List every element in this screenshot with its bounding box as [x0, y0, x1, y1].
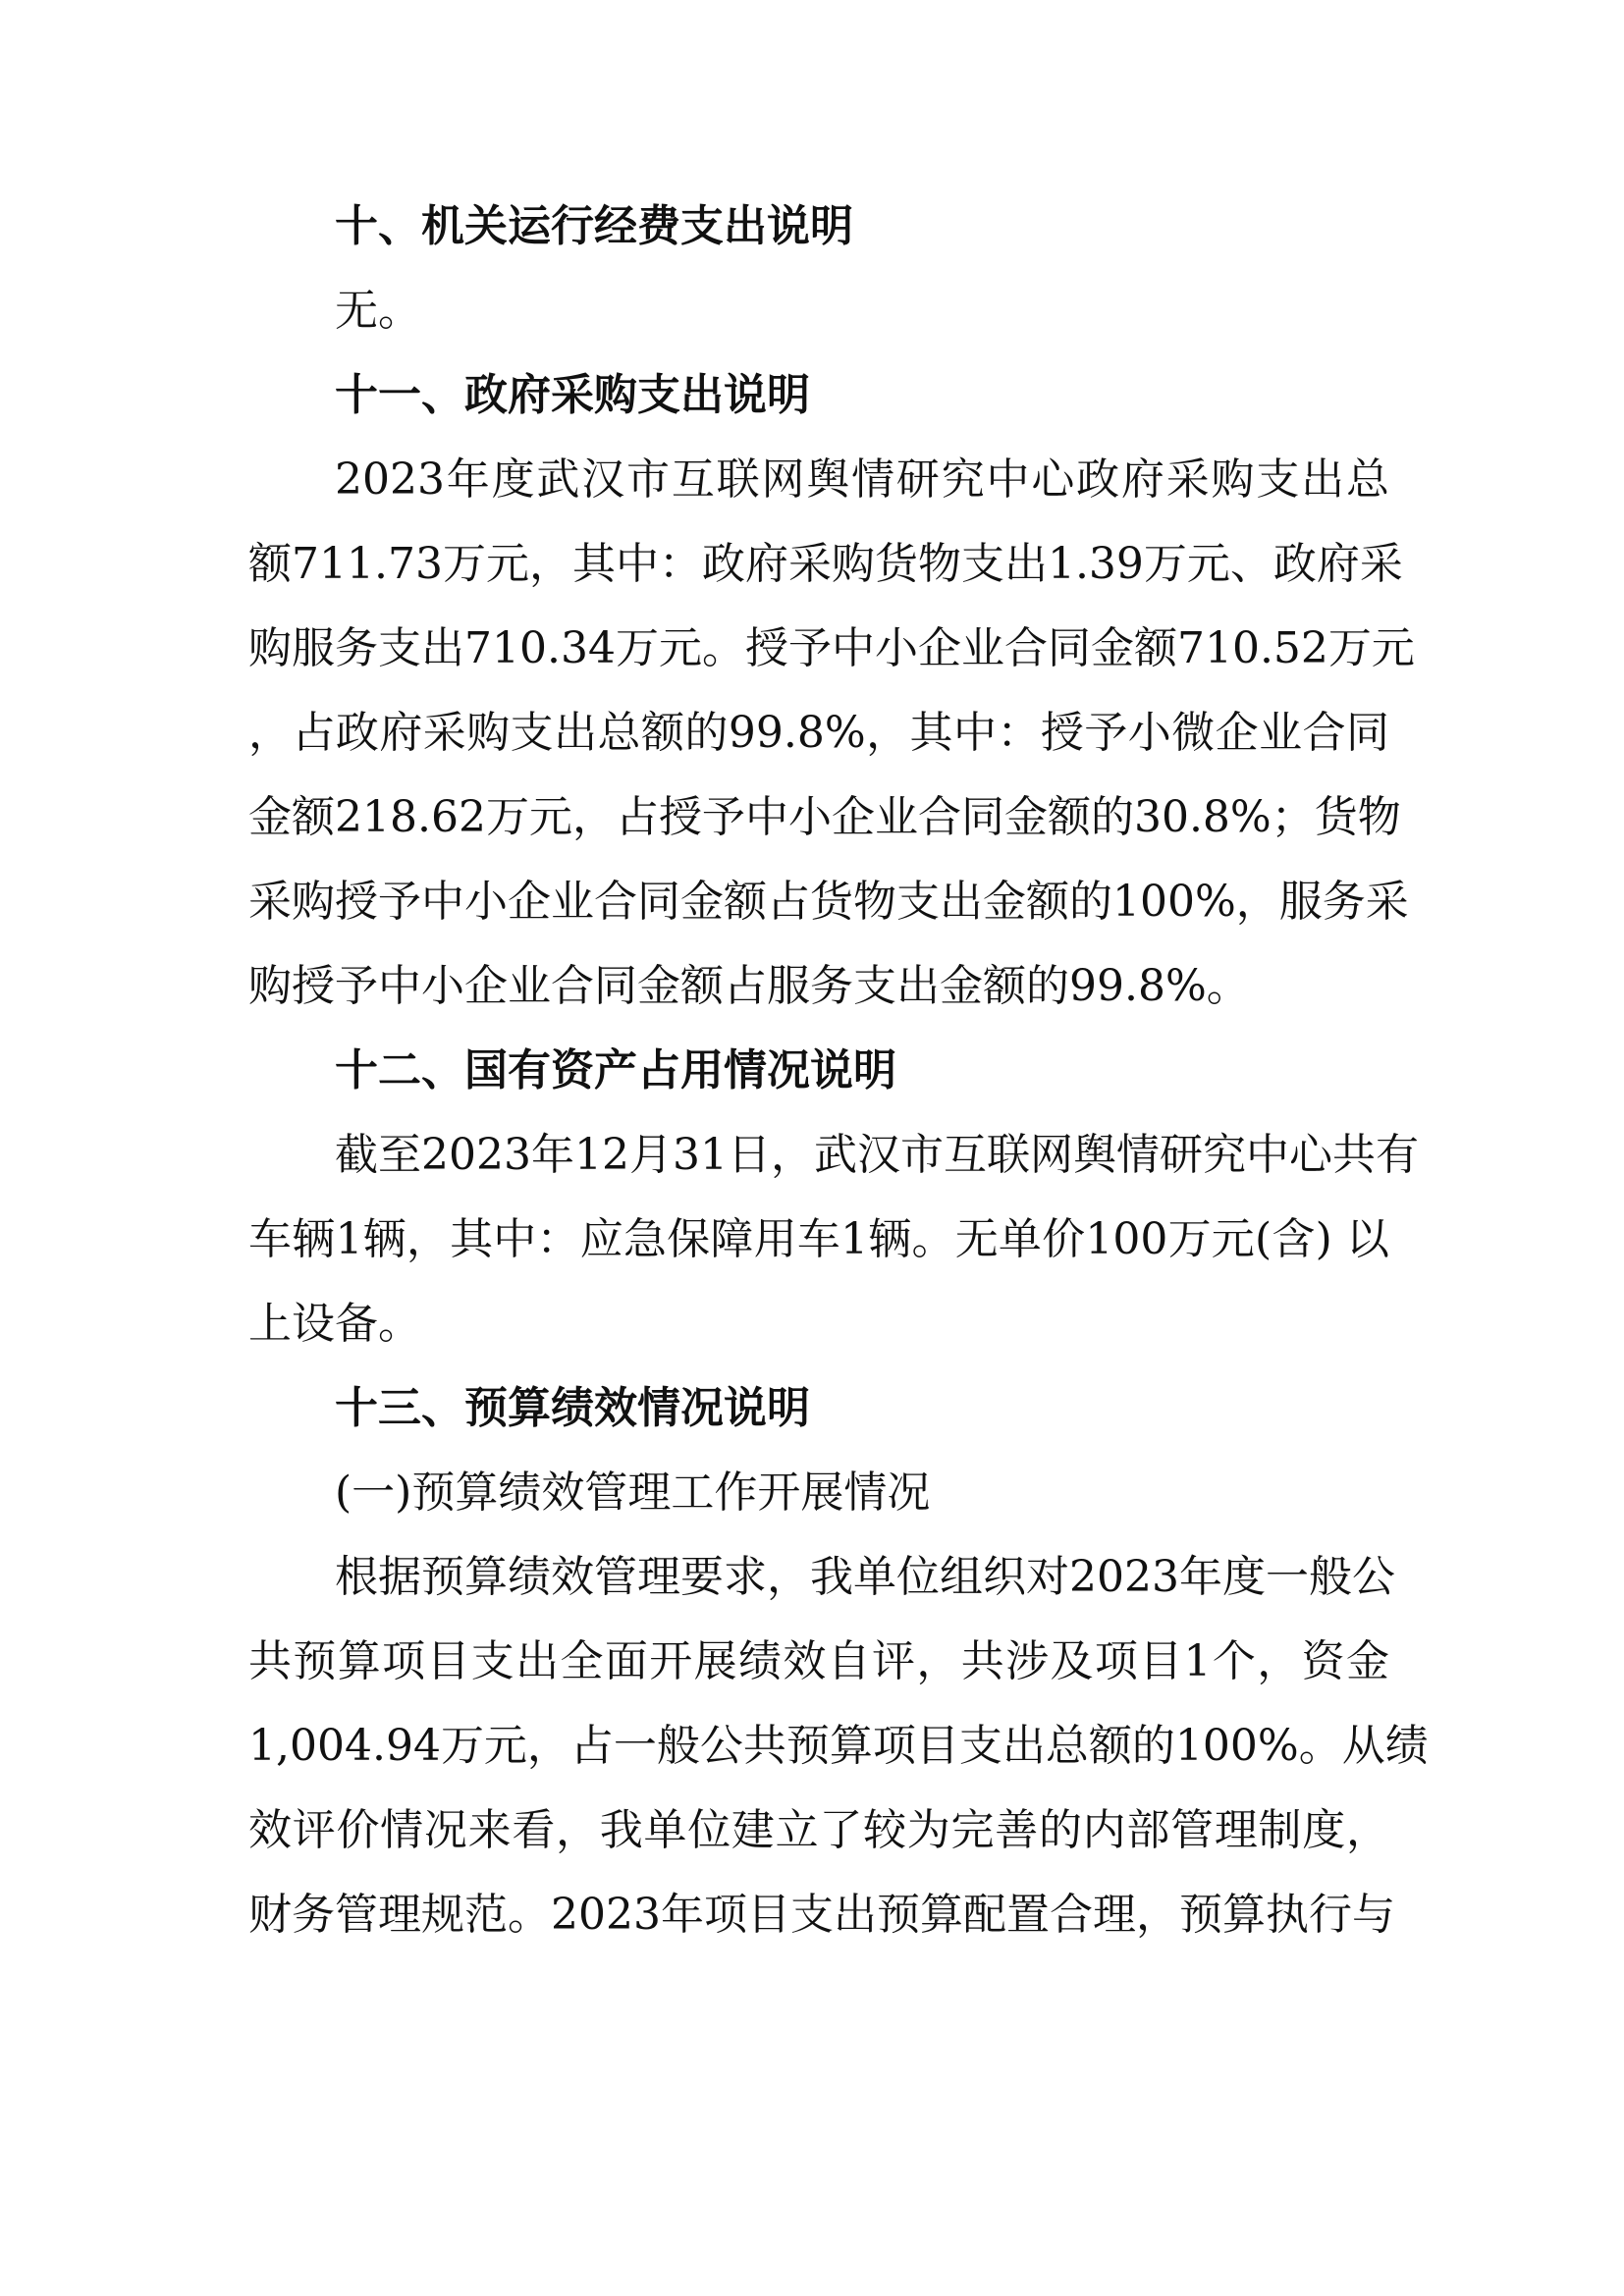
- paragraph-line: 金额218.62万元，占授予中小企业合同金额的30.8%；货物: [248, 792, 1401, 842]
- section-heading: 十一、政府采购支出说明: [335, 370, 810, 420]
- paragraph-line: 截至2023年12月31日，武汉市互联网舆情研究中心共有: [335, 1130, 1419, 1180]
- paragraph-line: 购授予中小企业合同金额占服务支出金额的99.8%。: [248, 961, 1250, 1011]
- paragraph-line: 2023年度武汉市互联网舆情研究中心政府采购支出总: [335, 454, 1389, 505]
- section-subheading: (一)预算绩效管理工作开展情况: [335, 1468, 931, 1518]
- section-heading: 十二、国有资产占用情况说明: [335, 1045, 896, 1095]
- section-heading: 十三、预算绩效情况说明: [335, 1383, 810, 1433]
- paragraph-line: 财务管理规范。2023年项目支出预算配置合理，预算执行与: [248, 1890, 1395, 1940]
- paragraph-line: 共预算项目支出全面开展绩效自评，共涉及项目1个，资金: [248, 1636, 1389, 1686]
- section-13: [248, 1366, 1389, 1451]
- paragraph-line: 1,004.94万元，占一般公共预算项目支出总额的100%。从绩: [248, 1721, 1429, 1771]
- paragraph-line: 上设备。: [248, 1299, 421, 1349]
- section-body: 无。: [335, 286, 421, 336]
- paragraph-line: 购服务支出710.34万元。授予中小企业合同金额710.52万元: [248, 623, 1415, 673]
- document-page: [248, 185, 1429, 1957]
- paragraph-line: 效评价情况来看，我单位建立了较为完善的内部管理制度，: [248, 1805, 1389, 1855]
- paragraph-line: ，占政府采购支出总额的99.8%，其中：授予小微企业合同: [248, 708, 1389, 758]
- section-10: [248, 185, 1389, 269]
- section-12: [248, 1029, 1389, 1113]
- paragraph-line: 根据预算绩效管理要求，我单位组织对2023年度一般公: [335, 1552, 1395, 1602]
- paragraph-line: 采购授予中小企业合同金额占货物支出金额的100%，服务采: [248, 877, 1409, 927]
- paragraph-line: 额711.73万元，其中：政府采购货物支出1.39万元、政府采: [248, 539, 1403, 589]
- section-heading: 十、机关运行经费支出说明: [335, 201, 853, 251]
- paragraph-line: 车辆1辆，其中：应急保障用车1辆。无单价100万元(含) 以: [248, 1214, 1389, 1264]
- section-11: [248, 353, 1389, 438]
